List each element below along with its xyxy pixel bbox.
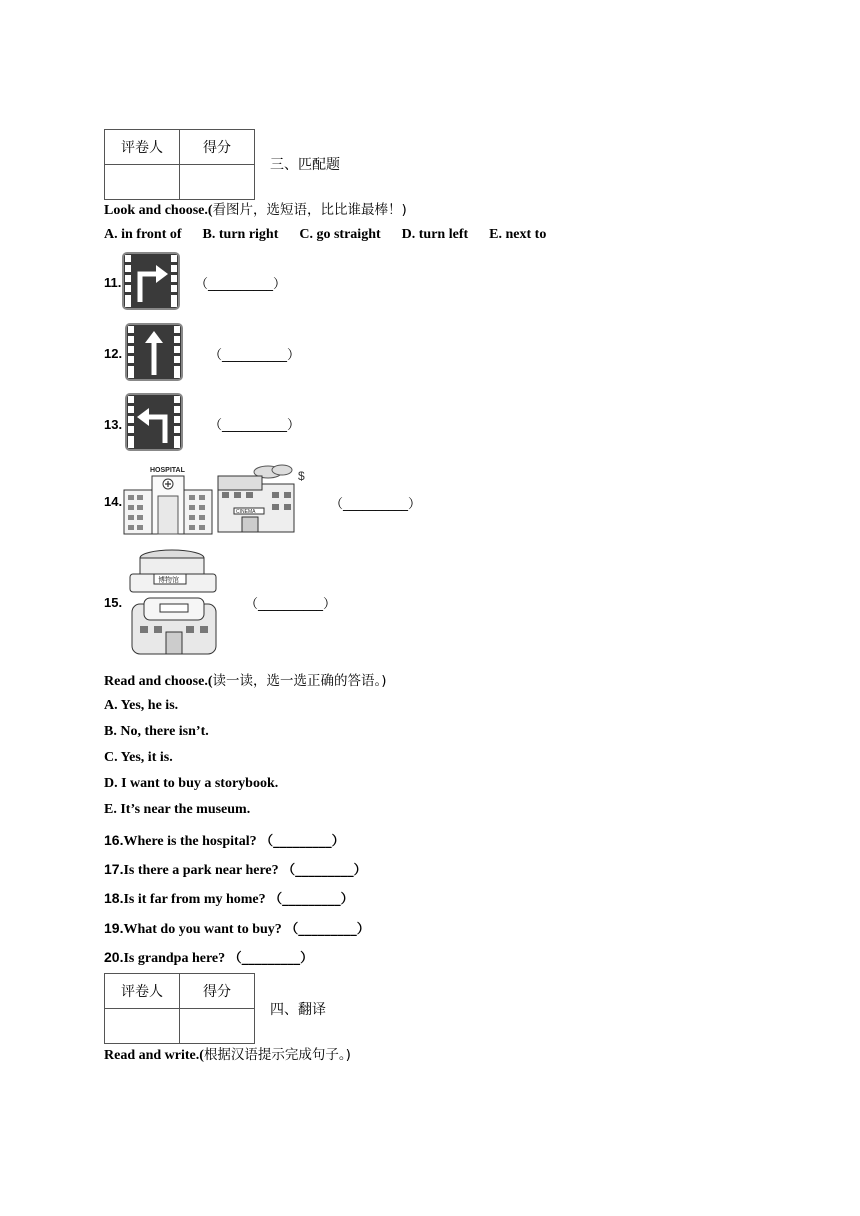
answer-blank[interactable]: （__________）: [245, 597, 337, 612]
answer-blank[interactable]: （_________）: [282, 863, 367, 878]
question-17: 17.Is there a park near here? （_________）: [104, 861, 367, 878]
answer-blank[interactable]: （__________）: [195, 277, 287, 292]
score-table-section3: [104, 129, 255, 200]
svg-text:CINEMA: CINEMA: [236, 509, 256, 515]
item-number: 11.: [104, 275, 122, 290]
svg-text:HOSPITAL: HOSPITAL: [150, 467, 185, 474]
turn-left-sign-icon: [125, 393, 183, 451]
option-c: C. go straight: [299, 227, 381, 242]
answer-blank[interactable]: （_________）: [269, 892, 354, 907]
answer-blank[interactable]: （__________）: [209, 348, 301, 363]
museum-icon: [130, 550, 216, 592]
answer-option-e: E. It’s near the museum.: [104, 802, 251, 817]
hospital-next-to-cinema-picture: [122, 462, 304, 536]
svg-text:博物馆: 博物馆: [158, 576, 179, 584]
option-d: D. turn left: [401, 227, 469, 242]
go-straight-sign-icon: [125, 323, 183, 381]
grader-header: 评卷人: [105, 974, 180, 1009]
svg-text:$: $: [298, 469, 305, 483]
grader-cell[interactable]: [105, 1009, 180, 1044]
cinema-icon: [218, 465, 305, 532]
hospital-icon: [124, 467, 212, 534]
question-19: 19.What do you want to buy? （_________）: [104, 920, 370, 937]
turn-right-sign-icon: [122, 252, 180, 310]
question-16: 16.Where is the hospital? （_________）: [104, 832, 345, 849]
item-number: 15.: [104, 595, 123, 610]
item-number: 13.: [104, 417, 123, 432]
score-header: 得分: [180, 974, 255, 1009]
grader-header: 评卷人: [105, 130, 180, 165]
answer-blank[interactable]: （_________）: [228, 951, 314, 966]
item-number: 12.: [104, 346, 123, 361]
instruction: Read and write.(根据汉语提示完成句子。): [104, 1047, 351, 1063]
answer-blank[interactable]: （__________）: [330, 497, 422, 512]
score-header: 得分: [180, 130, 255, 165]
option-a: A. in front of: [104, 227, 182, 242]
score-table-section4: [104, 973, 255, 1044]
instruction: Look and choose.(看图片，选短语，比比谁最棒！): [104, 202, 407, 218]
item-number: 14.: [104, 494, 123, 509]
answer-option-a: A. Yes, he is.: [104, 698, 179, 713]
section-title: 四、翻译: [270, 1002, 326, 1018]
read-instruction: Read and choose.(读一读，选一选正确的答语。): [104, 673, 387, 689]
question-18: 18.Is it far from my home? （_________）: [104, 890, 354, 907]
score-cell[interactable]: [180, 165, 255, 200]
option-b: B. turn right: [202, 227, 279, 242]
section-title: 三、匹配题: [270, 157, 340, 173]
question-20: 20.Is grandpa here? （_________）: [104, 949, 314, 966]
answer-option-d: D. I want to buy a storybook.: [104, 776, 279, 791]
answer-option-b: B. No, there isn’t.: [104, 724, 209, 739]
option-e: E. next to: [489, 227, 547, 242]
score-cell[interactable]: [180, 1009, 255, 1044]
grader-cell[interactable]: [105, 165, 180, 200]
answer-blank[interactable]: （_________）: [260, 834, 345, 849]
answer-blank[interactable]: （_________）: [285, 922, 370, 937]
options-row: [104, 227, 546, 243]
answer-blank[interactable]: （__________）: [209, 418, 301, 433]
museum-in-front-of-shop-picture: [124, 548, 222, 658]
answer-option-c: C. Yes, it is.: [104, 750, 173, 765]
shop-icon: [132, 598, 216, 654]
